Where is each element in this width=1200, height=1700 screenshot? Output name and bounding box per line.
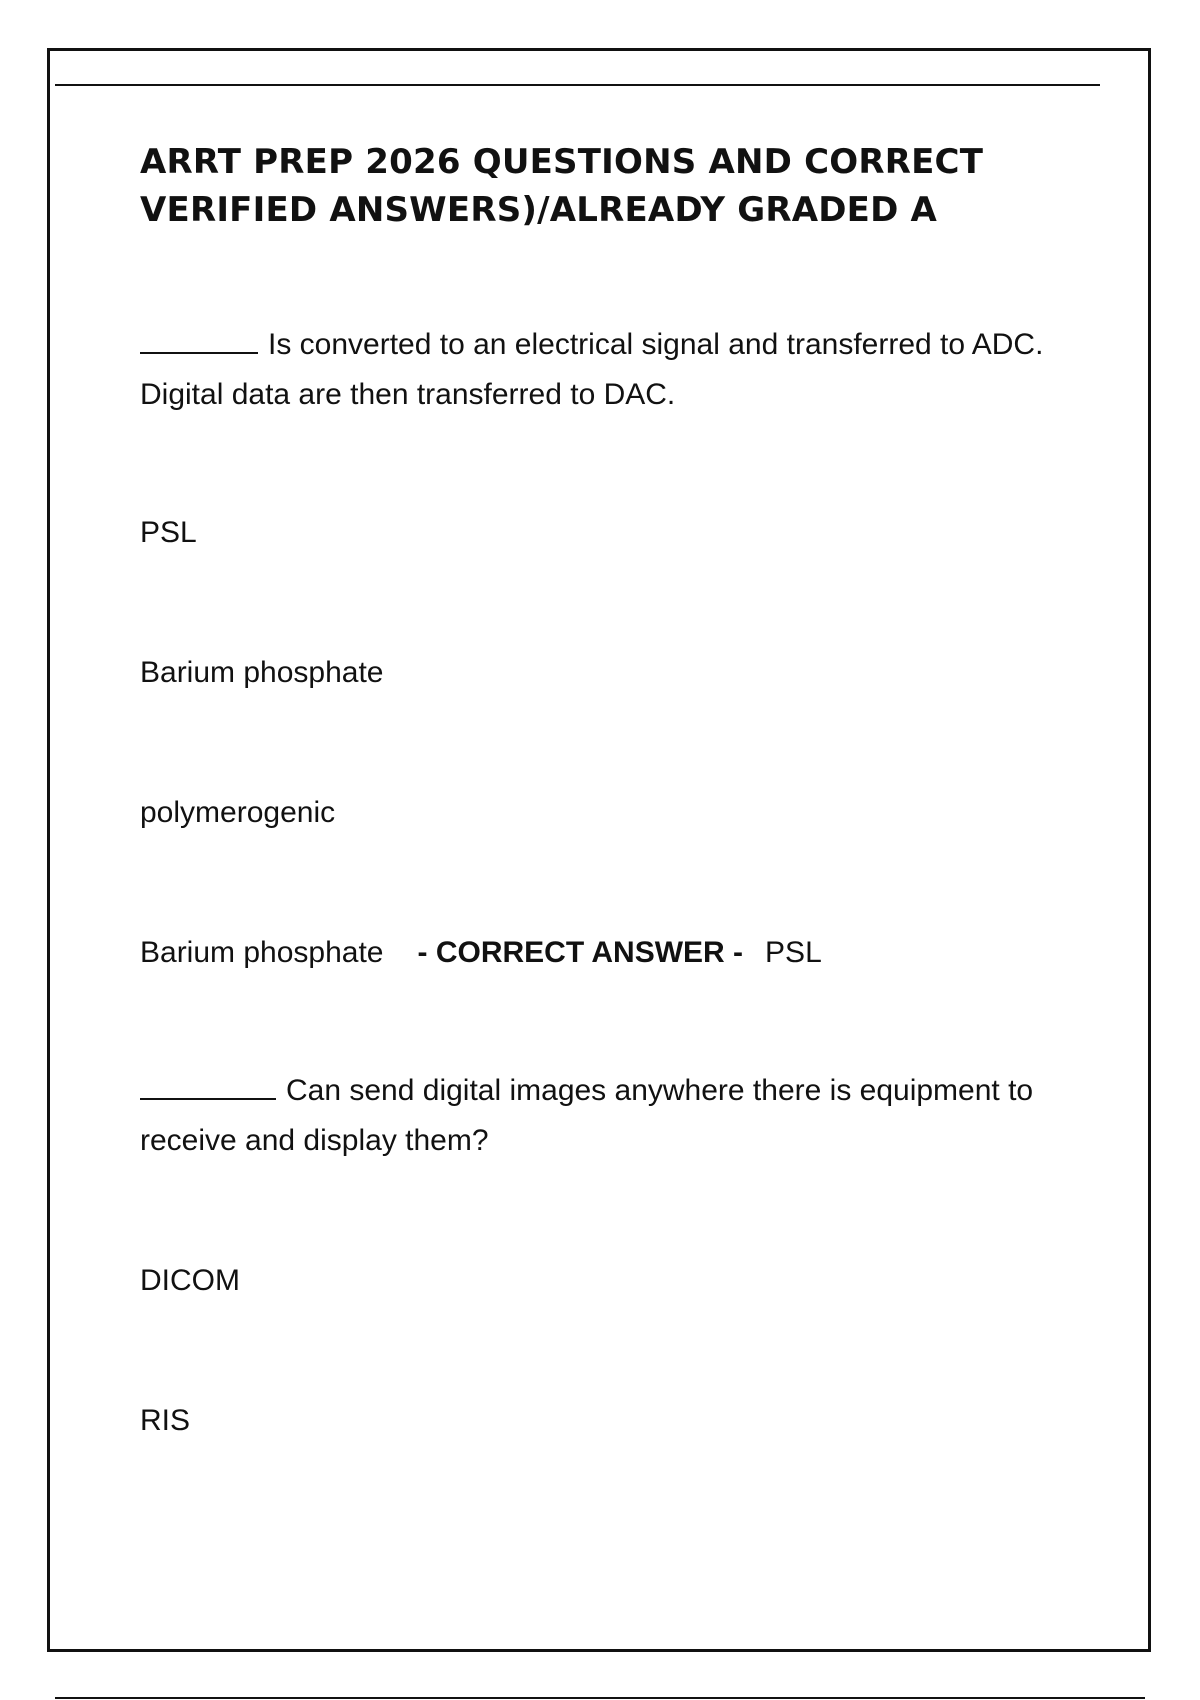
document-body — [140, 138, 1080, 1446]
question-1-answer-line — [140, 928, 1080, 978]
document-title: ARRT PREP 2026 QUESTIONS AND CORRECT VERIFIED ANSWERS)/ALREADY GRADED A — [140, 142, 984, 230]
question-2-text: Can send digital images anywhere there is equipment to receive and display them? — [140, 1074, 1034, 1157]
question-2 — [140, 1066, 1080, 1166]
correct-answer-value: PSL — [765, 936, 822, 969]
correct-answer-label: - CORRECT ANSWER - — [417, 936, 744, 969]
question-1-option-2: Barium phosphate — [140, 656, 384, 689]
question-2-option-2: RIS — [140, 1404, 191, 1437]
question-1-option-1: PSL — [140, 516, 197, 549]
question-1-option-3: polymerogenic — [140, 796, 336, 829]
question-1 — [140, 320, 1080, 420]
question-1-text: Is converted to an electrical signal and transferred to ADC. Digital data are then transferred to DAC. — [140, 328, 1044, 411]
header-rule — [55, 84, 1100, 86]
footer-rule — [55, 1697, 1145, 1699]
answer-blank — [140, 1068, 276, 1100]
answer-blank — [140, 322, 258, 354]
question-2-option-1: DICOM — [140, 1264, 240, 1297]
question-1-option-4: Barium phosphate — [140, 936, 384, 969]
